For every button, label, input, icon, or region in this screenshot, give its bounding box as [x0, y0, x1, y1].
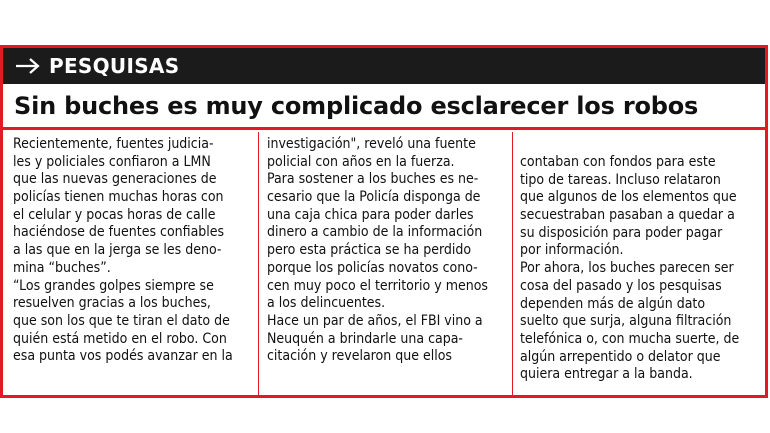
- text-line: policial con años en la fuerza.: [267, 153, 455, 170]
- text-line: Hace un par de años, el FBI vino a: [267, 312, 483, 329]
- text-line: que algunos de los elementos que: [520, 189, 737, 206]
- text-line: contaban con fondos para este: [520, 154, 716, 170]
- arrow-right-icon: [15, 57, 41, 75]
- text-line: pero esta práctica se ha perdido: [267, 242, 472, 259]
- section-label: PESQUISAS: [49, 54, 180, 78]
- text-line: algún arrepentido o delator que: [520, 348, 721, 365]
- text-line: cen muy poco el territorio y menos: [267, 277, 488, 294]
- headline: Sin buches es muy complicado esclarecer los robos: [14, 91, 699, 120]
- text-line: dependen más de algún dato: [520, 295, 706, 312]
- text-line: Para sostener a los buches es ne-: [267, 171, 479, 188]
- text-line: Recientemente, fuentes judicia-: [13, 136, 214, 152]
- text-line: dinero a cambio de la información: [267, 224, 483, 241]
- text-line: esa punta vos podés avanzar en la: [13, 348, 233, 365]
- text-line: suelto que surja, alguna filtración: [520, 313, 732, 330]
- text-line: su disposición para poder pagar: [520, 224, 723, 241]
- text-line: secuestraban pasaban a quedar a: [520, 207, 735, 224]
- text-line: mina “buches”.: [13, 259, 111, 276]
- text-line: citación y revelaron que ellos: [267, 348, 452, 365]
- text-line: quién está metido en el robo. Con: [13, 330, 227, 347]
- column-divider: [512, 132, 513, 398]
- article-column-3: [520, 154, 758, 384]
- text-line: les y policiales confiaron a LMN: [13, 153, 211, 170]
- text-line: el celular y pocas horas de calle: [13, 206, 216, 223]
- text-line: porque los policías novatos cono-: [267, 259, 478, 276]
- text-line: Por ahora, los buches parecen ser: [520, 260, 734, 277]
- text-line: tipo de tareas. Incluso relataron: [520, 171, 721, 188]
- text-line: telefónica o, con mucha suerte, de: [520, 330, 740, 347]
- text-line: haciéndose de fuentes confiables: [13, 224, 225, 241]
- text-line: por información.: [520, 242, 624, 259]
- text-line: cesario que la Policía disponga de: [267, 189, 481, 206]
- article-column-1: [13, 136, 258, 366]
- column-divider: [258, 132, 259, 398]
- text-line: resuelven gracias a los buches,: [13, 295, 211, 312]
- text-line: Neuquén a brindarle una capa-: [267, 330, 463, 347]
- section-header: [3, 48, 765, 84]
- text-line: policías tienen muchas horas con: [13, 189, 224, 206]
- text-line: cosa del pasado y los pesquisas: [520, 277, 722, 294]
- text-line: quiera entregar a la banda.: [520, 366, 693, 383]
- article-column-2: [267, 136, 512, 366]
- text-line: a los delincuentes.: [267, 295, 386, 312]
- text-line: investigación", reveló una fuente: [267, 136, 476, 152]
- text-line: “Los grandes golpes siempre se: [13, 277, 214, 294]
- text-line: una caja chica para poder darles: [267, 206, 474, 223]
- headline-box: [3, 84, 765, 130]
- text-line: que las nuevas generaciones de: [13, 171, 217, 188]
- text-line: que son los que te tiran el dato de: [13, 312, 230, 329]
- text-line: a las que en la jerga se les deno-: [13, 242, 222, 259]
